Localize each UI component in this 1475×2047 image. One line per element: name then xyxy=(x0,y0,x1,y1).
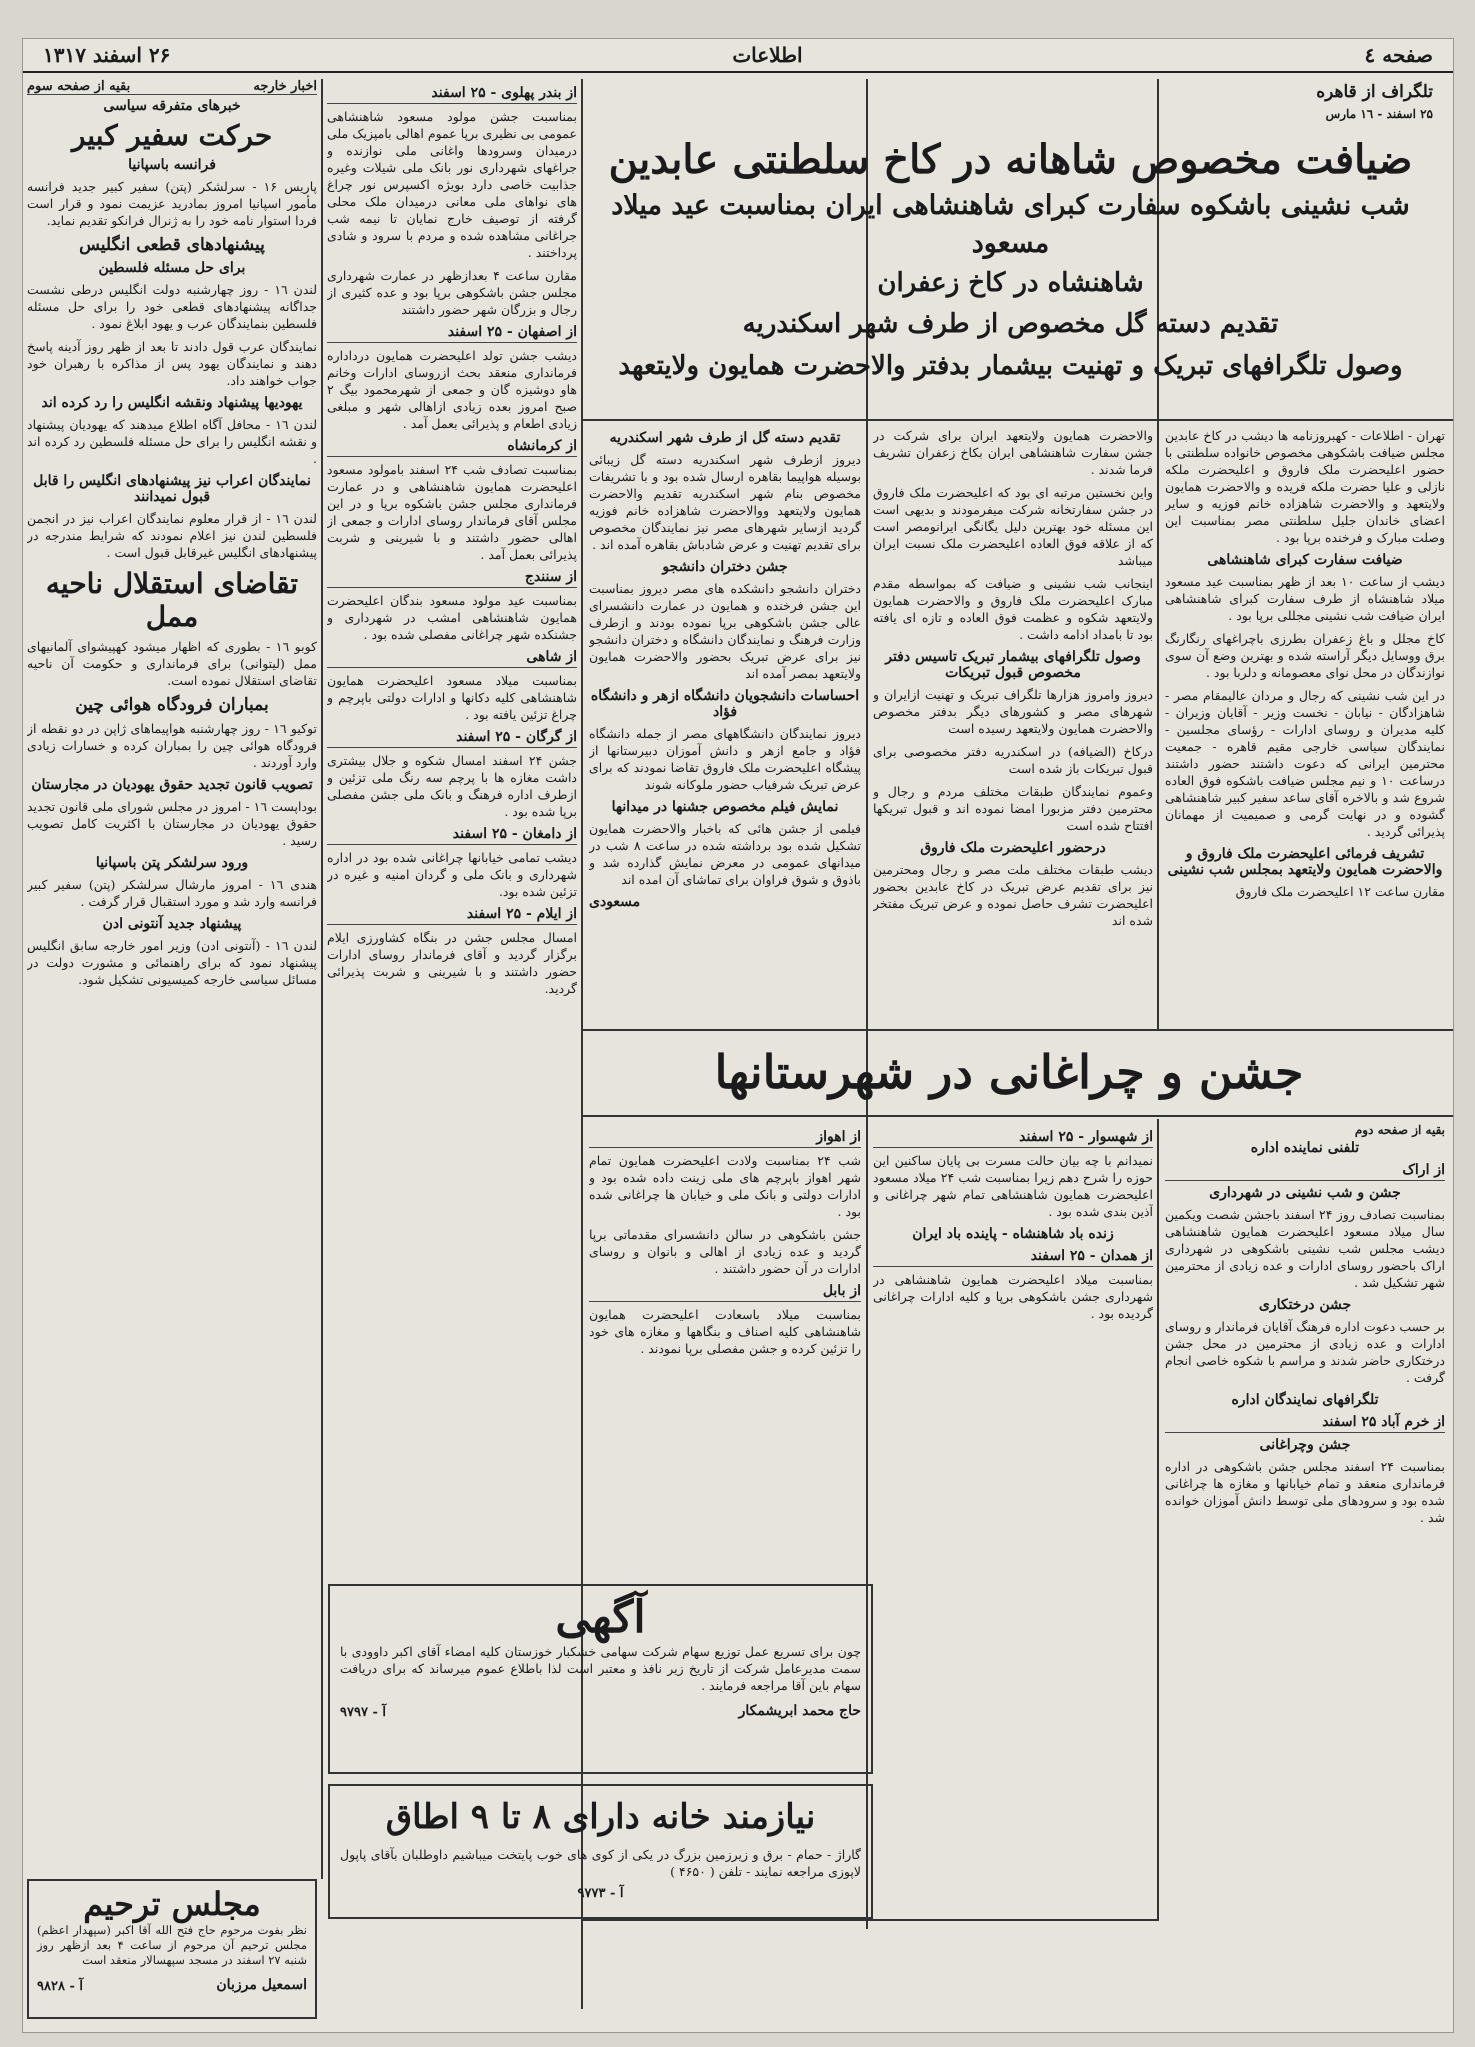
paragraph: بمناسبت میلاد باسعادت اعلیحضرت همایون شاهنشاهی کلیه اصناف و بنگاهها و مغازه های خود را تزئین کرده و جشن مفصلی برپا نمودند . xyxy=(589,1307,861,1356)
paragraph: درکاخ (الضیافه) در اسکندریه دفتر مخصوصی برای قبول تبریکات باز شده است xyxy=(873,744,1153,776)
subheading: از دامغان - ۲۵ اسفند xyxy=(327,826,577,845)
lead-dateline: ۲۵ اسفند - ۱٦ مارس xyxy=(1325,107,1433,121)
house-wanted-ad xyxy=(328,1784,873,1919)
headline: ورود سرلشکر پتن باسپانیا xyxy=(95,855,249,871)
paragraph: دیشب از ساعت ۱۰ بعد از ظهر بمناسبت عید مسعود میلاد شاهنشاه از طرف سفارت کبرای شاهنشاهی ایران ضیافت شب نشینی مجللی برپا بود . xyxy=(1165,574,1445,623)
lead-story-header xyxy=(578,79,1443,404)
paragraph: امسال مجلس جشن در بنگاه کشاورزی ایلام برگزار گردید و آقای فرماندار روسای ادارات حضور داشتند و با شیرینی و شربت پذیرائی گردید. xyxy=(327,930,577,996)
provinces-banner: جشن و چراغانی در شهرستانها xyxy=(714,1045,1304,1099)
paragraph: نمایندگان عرب قول دادند تا بعد از ظهر روز آدینه پاسخ دهند و نمایندگان یهود پس از مذاکره با رهبران خود جواب خواهند داد. xyxy=(27,339,317,388)
kicker: تلفنی نماینده اداره xyxy=(1250,1140,1360,1156)
headline: تصویب قانون تجدید حقوق یهودیان در مجارستان xyxy=(31,777,313,793)
lead-kicker: تلگراف از قاهره xyxy=(1316,82,1433,102)
subheading: درحضور اعلیحضرت ملک فاروق xyxy=(920,840,1106,856)
paragraph: دیشب جشن تولد اعلیحضرت همایون درداداره فرمانداری منعقد بحث ازروسای ادارات وخانم هاو دوشیزه گان و جمعی از شهرمحمود بیگ ۲ صبح امروز بعده زیادی ازاهالی شهر و مبلغی زیادی اطعام و پذیرائی بعمل آمد . xyxy=(327,348,577,431)
column-celebrations-2 xyxy=(589,1123,861,1583)
paragraph: بوداپست ۱٦ - امروز در مجلس شورای ملی قانون تجدید حقوق یهودیان در مجارستان با اکثریت کامل تصویب رسید . xyxy=(27,799,317,848)
paragraph: مقارن ساعت ۴ بعدازظهر در عمارت شهرداری مجلس جشن باشکوهی برپا بود و عده کثیری از رجال و بزرگان شهر حضور داشتند xyxy=(327,268,577,317)
column-provinces xyxy=(327,79,577,1429)
paragraph: بمناسبت میلاد مسعود اعلیحضرت همایون شاهنشاهی کلیه دکانها و ادارات دولتی باپرچم و چراغ تزئین یافته بود . xyxy=(327,673,577,722)
column-cairo-2 xyxy=(873,427,1153,1025)
headline: حرکت سفیر کبیر xyxy=(71,119,273,152)
house-ad-body: گاراژ - حمام - برق و زیرزمین بزرگ در یکی از کوی های خوب پایتخت میباشیم داوطلبان بآقای پاپول لاپوزی مراجعه نمایند - تلفن ( ۴۶۵۰ ) xyxy=(340,1847,861,1879)
obituary-body: نظر بفوت مرحوم حاج فتح الله آقا اکبر (سپهدار اعظم) مجلس ترحیم آن مرحوم از ساعت ۴ بعد ازظهر روز شنبه ۲۷ اسفند در مسجد سپهسالار منعقد است xyxy=(37,1923,308,1967)
subheading: تقدیم دسته گل از طرف شهر اسکندریه xyxy=(609,430,841,446)
paragraph: دیشب طبقات مختلف ملت مصر و رجال ومحترمین نیز برای تقدیم عرض تبریک در کاخ عابدین بحضور اعلیحضرت تشرف حاصل نموده و عرض تبریک مفتخر شده اند xyxy=(873,862,1153,928)
continued-ref: بقیه از صفحه سوم xyxy=(27,79,131,94)
subheading: احساسات دانشجویان دانشگاه ازهر و دانشگاه فؤاد xyxy=(590,688,860,720)
paragraph: فیلمی از جشن هائی که باخبار والاحضرت همایون تشکیل شده بود برداشته شده در ساعت ۸ شب در میدانهای عمومی در معرض نمایش گذارده شد و باذوق و شوق فراوان برای تماشای آن امده اند xyxy=(589,821,861,887)
subheading: از کرمانشاه xyxy=(327,438,577,457)
paragraph: توکیو ۱٦ - روز چهارشنبه هواپیماهای ژاپن در دو نقطه از فرودگاه هوائی چین را بمباران کرده و خسارات زیادی وارد آوردند . xyxy=(27,721,317,770)
section-title: اخبار خارجه xyxy=(253,79,317,94)
paragraph: بمناسبت میلاد اعلیحضرت همایون شاهنشاهی در شهرداری جشن باشکوهی برپا و کلیه ادارات چراغانی گردیده بود . xyxy=(873,1272,1153,1321)
paragraph: واین نخستین مرتبه ای بود که اعلیحضرت ملک فاروق در جشن سفارتخانه شرکت میفرمودند و بدیهی است این مسئله خود بهترین دلیل یگانگی ایرانومصر است که از علاقه فوق العاده اعلیحضرت ملک نسبت ایران میباشد xyxy=(873,485,1153,568)
ad-code: آ - ۹۸۲۸ xyxy=(37,1978,83,1994)
lead-subtitle-3: تقدیم دسته گل مخصوص از طرف شهر اسکندریه xyxy=(742,309,1279,339)
house-ad-title: نیازمند خانه دارای ۸ تا ۹ اطاق xyxy=(385,1797,816,1837)
obituary-notice xyxy=(27,1879,317,2019)
notice-title: آگهی xyxy=(555,1592,646,1643)
paragraph: بمناسبت ۲۴ اسفند مجلس جشن باشکوهی در اداره فرمانداری منعقد و تمام خیابانها و مغازه ها چراغانی شده بود و سرودهای ملی توسط دانش آموزان خوانده شد . xyxy=(1165,1459,1445,1525)
column-cairo-1 xyxy=(1165,427,1445,1025)
subheading: از سنندج xyxy=(327,569,577,588)
subheading: تلگرافهای نمایندگان اداره xyxy=(1231,1392,1379,1408)
paragraph: پاریس ۱۶ - سرلشکر (پتن) سفیر کبیر جدید فرانسه مأمور اسپانیا امروز بمادرید عزیمت نمود و قرار است فردا استوار نامه خود را به ژنرال فرانکو تقدیم نماید. xyxy=(27,179,317,228)
paragraph: مقارن ساعت ۱۲ اعلیحضرت ملک فاروق xyxy=(1235,884,1445,899)
subheading: وصول تلگرافهای بیشمار تبریک تاسیس دفتر مخصوص قبول تبریکات xyxy=(885,649,1141,681)
paragraph: کوبو ۱٦ - بطوری که اظهار میشود کهپیشوای آلمانیهای ممل (لیتوانی) برای فرمانداری و حکومت آن ناحیه تقاضای استقلال نموده است. xyxy=(27,639,317,688)
column-rule xyxy=(1157,1119,1159,1919)
lead-title: ضیافت مخصوص شاهانه در کاخ سلطنتی عابدین xyxy=(608,136,1413,183)
subheading: از شهسوار - ۲۵ اسفند xyxy=(873,1129,1153,1148)
company-notice xyxy=(328,1584,873,1774)
headline: پیشنهاد جدید آنتونی ادن xyxy=(102,916,242,932)
headline: بمباران فرودگاه هوائی چین xyxy=(75,695,269,715)
column-celebrations-1 xyxy=(873,1123,1153,1913)
obituary-signature: اسمعیل مرزبان xyxy=(216,1977,307,1993)
section-rule xyxy=(583,419,1453,421)
subheading: از بابل xyxy=(589,1283,861,1302)
paragraph: دیروز وامروز هزارها تلگراف تبریک و تهنیت ازایران و شهرهای مصر و کشورهای دیگر بدفتر مخصوص والاحضرت همایون ولایتعهد رسیده است xyxy=(873,687,1153,736)
paragraph: تهران - اطلاعات - کهبروزنامه ها دیشب در کاخ عابدین مجلس ضیافت باشکوهی مخصوص خانواده سلطنتی با حضور اعلیحضرت ملک فاروق و اعلیحضرت ملکه نازلی و علیا حضرت ملکه فریده و والاحضرت همایون ولایتعهد و والاحضرت شاهزاده خانم فوزیه و سایر اعضای خاندان جلیل سلطنتی مصر بمناسبت این وصلت مبارک و فرخنده برپا بود . xyxy=(1165,428,1445,545)
issue-date: ۲۶ اسفند ۱۳۱۷ xyxy=(43,43,171,67)
ad-code: آ - ۹۷۹۷ xyxy=(340,1704,386,1720)
column-rule xyxy=(321,79,323,1879)
paragraph: هندی ۱٦ - امروز مارشال سرلشکر (پتن) سفیر کبیر فرانسه وارد شد و مورد استقبال قرار گرفت . xyxy=(27,877,317,909)
paragraph: بمناسبت عید مولود مسعود بندگان اعلیحضرت همایون شاهنشاهی امشب در شهرداری و جشنکده شهر چراغانی مفصلی شده بود . xyxy=(327,593,577,642)
paragraph: کاخ مجلل و باغ زعفران بطرزی باچراغهای رنگارنگ برق ووسایل دیگر آراسته شده و بهترین وضع آن سوی نوازندگان در محل نوای معصومانه و دلربا بود . xyxy=(1165,631,1445,680)
headline: پیشنهادهای قطعی انگلیس xyxy=(79,235,265,255)
notice-body: چون برای تسریع عمل توزیع سهام شرکت سهامی خشکبار خوزستان کلیه امضاء آقای اکبر داوودی با سمت مدیرعامل شرکت از تاریخ زیر نافذ و معتبر است لذا باطلاع عموم میرساند که برای دریافت سهام باین آقا مراجعه فرمایند . xyxy=(340,1644,861,1693)
paragraph: جشن ۲۴ اسفند امسال شکوه و جلال بیشتری داشت مغازه ها با پرچم سه رنگ ملی تزئین و ازطرف اداره فرهنگ و بانک ملی جشن مفصلی برپا شده بود . xyxy=(327,753,577,819)
paragraph: لندن ۱٦ - از قرار معلوم نمایندگان اعراب نیز در انجمن فلسطین لندن نیز اعلام نمودند که شرایط مندرجه در پیشنهادهای انگلیس غیرقابل قبول است . xyxy=(27,511,317,560)
page-number: صفحه ٤ xyxy=(1364,43,1433,67)
subheading: از اراک xyxy=(1165,1162,1445,1181)
subheading: از خرم آباد ۲۵ اسفند xyxy=(1165,1414,1445,1433)
subheading: ضیافت سفارت کبرای شاهنشاهی xyxy=(1207,552,1403,568)
subheading: از اصفهان - ۲۵ اسفند xyxy=(327,324,577,343)
subheading: فرانسه باسپانیا xyxy=(128,157,216,173)
paragraph: اینجانب شب نشینی و ضیافت که بمواسطه مقدم مبارک اعلیحضرت ملک فاروق و والاحضرت همایون ولایتعهد شکوه و عظمت فوق العاده و تازه ای یافته بود تا بامداد ادامه داشت . xyxy=(873,576,1153,642)
lead-subtitle-2: شاهنشاه در کاخ زعفران xyxy=(877,268,1144,298)
kicker: خبرهای متفرقه سیاسی xyxy=(103,98,241,114)
column-celebrations-3 xyxy=(1165,1123,1445,2013)
lead-subtitle: شب نشینی باشکوه سفارت کبرای شاهنشاهی ایران بمناسبت عید میلاد مسعود xyxy=(611,190,1410,259)
section-rule xyxy=(583,1919,1159,1921)
column-foreign-news xyxy=(27,79,317,1919)
masthead xyxy=(23,39,1453,73)
slogan: زنده باد شاهنشاه - پاینده باد ایران xyxy=(912,1226,1114,1242)
paragraph: لندن ۱٦ - محافل آگاه اطلاع میدهند که یهودیان پیشنهاد و نقشه انگلیس را برای حل مسئله فلسطین رد کرده اند . xyxy=(27,417,317,466)
subheading: تشریف فرمائی اعلیحضرت ملک فاروق و والاحضرت همایون ولایتعهد بمجلس شب نشینی xyxy=(1167,846,1443,878)
headline: نمایندگان اعراب نیز پیشنهادهای انگلیس را قابل قبول نمیدانند xyxy=(33,473,311,505)
newspaper-name: اطلاعات xyxy=(732,43,803,67)
subheading: جشن وچراغانی xyxy=(1259,1437,1351,1453)
paragraph: در این شب نشینی که رجال و مردان عالیمقام مصر - شاهزادگان - نیابان - نخست وزیر - آقایان وزیران - کلیه مدیران و روسای ادارات - رؤسای مجلسین - نمایندگان سیاسی خارجی مقیم قاهره - جمعیت محترمین ایرانی که دعوت داشتند حضور داشتند درساعت ۱۰ و نیم مجلس ضیافت باشکوه فوق العاده شروع شد و بالاخره آقای ساعد سفیر کبیر شاهنشاهی گشوده و در نهایت گرمی و صمیمیت از مهمانان پذیرائی گردید . xyxy=(1165,688,1445,839)
paragraph: شب ۲۴ بمناسبت ولادت اعلیحضرت همایون تمام شهر اهواز باپرچم های ملی زینت داده شده بود و ادارات دولتی و بانک ملی و خیابان ها چراغانی شده بود . xyxy=(589,1153,861,1219)
paragraph: دختران دانشجو دانشکده های مصر دیروز بمناسبت این جشن فرخنده و همایون در عمارت دانشسرای عالی جشن باشکوهی برپا نموده بودند و ازطرف وزارت فرهنگ و نمایندگان دانشگاه و دختران دانشجو نیز برای عرض تبریک بحضور والاحضرت همایون ولایتعهد بمصر آمده اند xyxy=(589,581,861,681)
continued-ref: بقیه از صفحه دوم xyxy=(1354,1123,1445,1137)
subheading: از گرگان - ۲۵ اسفند xyxy=(327,729,577,748)
subheading: از ایلام - ۲۵ اسفند xyxy=(327,906,577,925)
ad-code: آ - ۹۷۷۳ xyxy=(577,1886,624,1901)
subheading: جشن درختکاری xyxy=(1258,1297,1352,1313)
newspaper-page xyxy=(22,38,1454,2033)
paragraph: دیشب تمامی خیابانها چراغانی شده بود در اداره شهرداری و بانک ملی و گردان امنیه و غیره در تزئین شده بود. xyxy=(327,850,577,899)
subheading: از اهواز xyxy=(589,1129,861,1148)
paragraph: بمناسبت جشن مولود مسعود شاهنشاهی عمومی بی نظیری برپا عموم اهالی بامپزیک ملی درمیدان وسرودها واغانی ملی نوازنده و جراغهای شهرداری نور بانک ملی شیلات وغیره جذابیت خاصی دارد بویژه اکسپرس نور چراغ های نواهای ملی معانی درمیدان ملک محلی گرفته از توصیف خارج نمایان تا نیمه شب جراغانی مشاهده شده و مردم با سرود و شادی پرداختند . xyxy=(327,109,577,260)
paragraph: لندن ۱٦ - (آنتونی ادن) وزیر امور خارجه سابق انگلیس پیشنهاد نمود که برای راهنمائی و مشورت دولت در مسائل سیاسی خارجه کمیسیونی تشکیل شود. xyxy=(27,938,317,987)
paragraph: نمیدانم با چه بیان حالت مسرت بی پایان ساکنین این حوزه را شرح دهم زیرا بمناسبت شب ۲۴ میلاد مسعود اعلیحضرت همایون شاهنشاهی تمام شهر چراغانی و آذین بندی شده بود . xyxy=(873,1153,1153,1219)
subheading: از بندر پهلوی - ۲۵ اسفند xyxy=(327,85,577,104)
column-cairo-3 xyxy=(589,427,861,1025)
subheading: از همدان - ۲۵ اسفند xyxy=(873,1248,1153,1267)
paragraph: جشن باشکوهی در سالن دانشسرای مقدماتی برپا گردید و عده زیادی از اهالی و بانوان و روسای ادارات در آن حضور داشتند . xyxy=(589,1227,861,1276)
paragraph: دیروز نمایندگان دانشگاههای مصر از جمله دانشگاه فؤاد و جامع ازهر و دانش آموزان دبیرستانها از پیشگاه اعلیحضرت ملک فاروق تقاضا نمودند که برای عرض تبریک شرفیاب حضور ملوکانه شوند xyxy=(589,726,861,792)
obituary-title: مجلس ترحیم xyxy=(83,1885,261,1923)
paragraph: لندن ۱٦ - روز چهارشنبه دولت انگلیس درطی نشست جداگانه پیشنهادهای قطعی خود را برای حل مسئله فلسطین بنمایندگان عرب و یهود ابلاغ نمود . xyxy=(27,282,317,331)
paragraph: والاحضرت همایون ولایتعهد ایران برای شرکت در جشن سفارت شاهنشاهی ایران بکاخ زعفران تشریف فرما شدند . xyxy=(873,428,1153,477)
notice-signature: حاج محمد ابریشمکار xyxy=(738,1703,861,1719)
headline: تقاضای استقلال ناحیه ممل xyxy=(45,567,299,633)
paragraph: بمناسبت تصادف شب ۲۴ اسفند بامولود مسعود اعلیحضرت همایون شاهنشاهی و در عمارت فرمانداری مجلس جشن باشکوه برپا و در این مجلس آقای فرماندار روسای ادارات و جمعی از اهالی حضور داشتند و با شیرینی و شربت پذیرائی بعمل آمد . xyxy=(327,462,577,562)
section-rule xyxy=(583,1115,1453,1117)
lead-subtitle-4: وصول تلگرافهای تبریک و تهنیت بیشمار بدفتر والاحضرت همایون ولایتعهد xyxy=(618,351,1403,381)
paragraph: بر حسب دعوت اداره فرهنگ آقایان فرماندار و روسای ادارات و عده زیادی از محترمین در محل جشن درختکاری حاضر شدند و مراسم با شکوه خاصی انجام گرفت . xyxy=(1165,1319,1445,1385)
subheading: نمایش فیلم مخصوص جشنها در میدانها xyxy=(611,799,839,815)
byline: مسعودی xyxy=(589,894,641,910)
paragraph: وعموم نمایندگان طبقات مختلف مردم و رجال و محترمین دفتر مزبورا امضا نموده اند و قبول تبریکها افتتاح شده است xyxy=(873,784,1153,833)
subheading: جشن دختران دانشجو xyxy=(662,559,788,575)
subheading: برای حل مسئله فلسطین xyxy=(98,260,246,276)
paragraph: بمناسبت تصادف روز ۲۴ اسفند باجشن شصت ویکمین سال میلاد مسعود اعلیحضرت همایون شاهنشاهی دیشب مجلس شب نشینی باشکوهی در شهرداری اراک باحضور روسای ادارات و عده زیادی از محترمین شهر تشکیل شد . xyxy=(1165,1207,1445,1290)
subheading: از شاهی xyxy=(327,649,577,668)
subheading: جشن و شب نشینی در شهرداری xyxy=(1209,1185,1401,1201)
paragraph: دیروز ازطرف شهر اسکندریه دسته گل زیبائی بوسیله هواپیما بقاهره ارسال شده بود و با تشریفات مخصوص بنام شهر اسکندریه تقدیم والاحضرت همایون ولایتعهد ووالاحضرت شاهزاده خانم فوزیه گردید ازسایر شهرهای مصر نیز نمایندگان مخصوص برای تقدیم تهنیت و عرض شادباش بقاهره آمده اند . xyxy=(589,452,861,552)
headline: یهودیها پیشنهاد ونقشه انگلیس را رد کرده اند xyxy=(41,395,303,411)
